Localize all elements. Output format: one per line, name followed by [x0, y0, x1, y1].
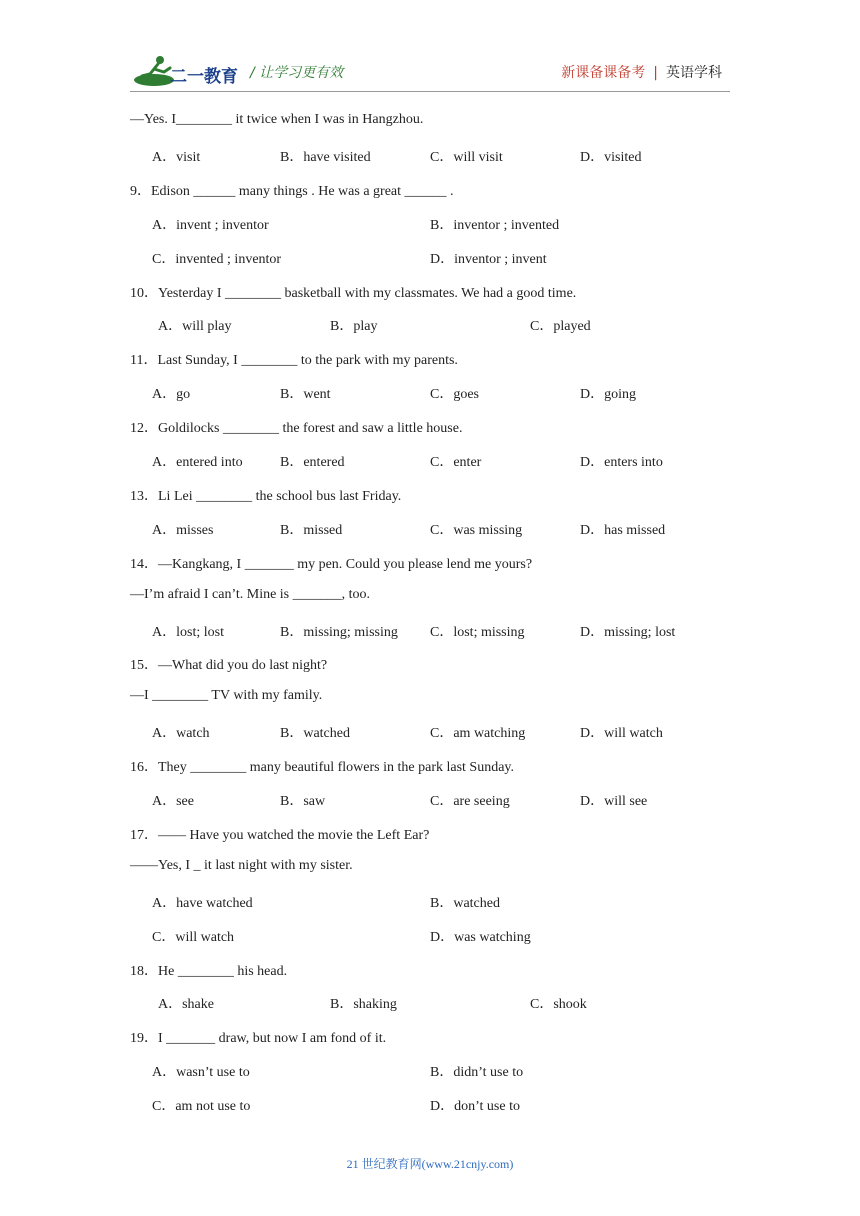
question-line: 13．Li Lei ________ the school bus last Friday.	[130, 488, 402, 504]
header-subject-label: 英语学科	[666, 65, 722, 81]
answer-option: D．visited	[580, 149, 642, 165]
answer-option: B．shaking	[330, 997, 397, 1013]
header-subject	[561, 62, 722, 82]
answer-option: B．entered	[280, 455, 345, 470]
answer-option: A．visit	[152, 149, 201, 165]
answer-option: C．enter	[430, 455, 482, 470]
header-divider	[130, 91, 730, 92]
question-line: 19．I _______ draw, but now I am fond of it.	[130, 1031, 387, 1047]
answer-option: C．am not use to	[152, 1099, 251, 1115]
answer-option: A．shake	[158, 997, 214, 1013]
answer-option: A．have watched	[152, 895, 253, 911]
question-line: 15．—What did you do last night?	[130, 658, 328, 674]
logo-text: 二一教育	[170, 67, 238, 87]
answer-option: C．was missing	[430, 522, 523, 538]
question-line: 12．Goldilocks ________ the forest and saw a little house.	[130, 421, 463, 437]
answer-option: C．lost; missing	[430, 624, 525, 640]
answer-option: D．don’t use to	[430, 1099, 520, 1115]
answer-option: A．lost; lost	[152, 624, 224, 640]
answer-option: C．am watching	[430, 726, 526, 742]
answer-option: B．saw	[280, 794, 326, 809]
answer-option: B．went	[280, 387, 331, 403]
answer-option: D．was watching	[430, 929, 531, 945]
answer-option: C．played	[530, 319, 591, 335]
header-course-label: 新课备课备考	[561, 65, 646, 81]
answer-option: C．shook	[530, 997, 587, 1013]
answer-option: D．missing; lost	[580, 624, 676, 640]
question-line: 11．Last Sunday, I ________ to the park with my parents.	[130, 353, 458, 369]
question-line: 9．Edison ______ many things . He was a great ______ .	[130, 183, 454, 199]
answer-option: D．has missed	[580, 522, 666, 538]
answer-option: D．enters into	[580, 455, 663, 470]
answer-option: D．going	[580, 387, 636, 403]
answer-option: B．watched	[430, 895, 500, 911]
answer-option: D．inventor ; invent	[430, 251, 547, 267]
answer-option: B．watched	[280, 726, 350, 742]
answer-option: B．inventor ; invented	[430, 217, 560, 233]
answer-option: B．have visited	[280, 149, 371, 165]
answer-option: A．invent ; inventor	[152, 217, 269, 233]
answer-option: A．misses	[152, 522, 214, 538]
answer-option: B．missing; missing	[280, 624, 398, 640]
header-separator: |	[653, 65, 658, 81]
question-line: —Yes. I________ it twice when I was in Hangzhou.	[130, 112, 424, 127]
question-line: —I’m afraid I can’t. Mine is _______, too.	[130, 586, 371, 602]
answer-option: C．are seeing	[430, 794, 510, 809]
answer-option: D．will watch	[580, 726, 663, 742]
answer-option: C．will visit	[430, 149, 503, 165]
question-line: 16．They ________ many beautiful flowers in the park last Sunday.	[130, 760, 515, 776]
answer-option: A．see	[152, 794, 194, 809]
answer-option: A．entered into	[152, 455, 243, 470]
answer-option: A．will play	[158, 319, 232, 335]
answer-option: B．missed	[280, 522, 343, 538]
slogan: / 让学习更有效	[250, 65, 344, 81]
answer-option: D．will see	[580, 794, 648, 809]
answer-option: C．invented ; inventor	[152, 251, 282, 267]
answer-option: A．wasn’t use to	[152, 1065, 250, 1081]
question-line: 18．He ________ his head.	[130, 963, 288, 979]
question-line: 14．—Kangkang, I _______ my pen. Could you please lend me yours?	[130, 556, 533, 572]
answer-option: B．play	[330, 319, 378, 335]
answer-option: B．didn’t use to	[430, 1065, 524, 1081]
answer-option: A．go	[152, 387, 191, 403]
page-header	[0, 0, 860, 100]
question-line: ——Yes, I _ it last night with my sister.	[130, 857, 353, 873]
answer-option: A．watch	[152, 726, 210, 742]
answer-option: C．will watch	[152, 929, 235, 945]
question-line: —I ________ TV with my family.	[130, 688, 323, 704]
question-line: 17．—— Have you watched the movie the Left Ear?	[130, 827, 430, 843]
page-footer: 21 世纪教育网(www.21cnjy.com)	[346, 1157, 514, 1171]
question-line: 10．Yesterday I ________ basketball with my classmates. We had a good time.	[130, 285, 577, 301]
answer-option: C．goes	[430, 387, 479, 403]
